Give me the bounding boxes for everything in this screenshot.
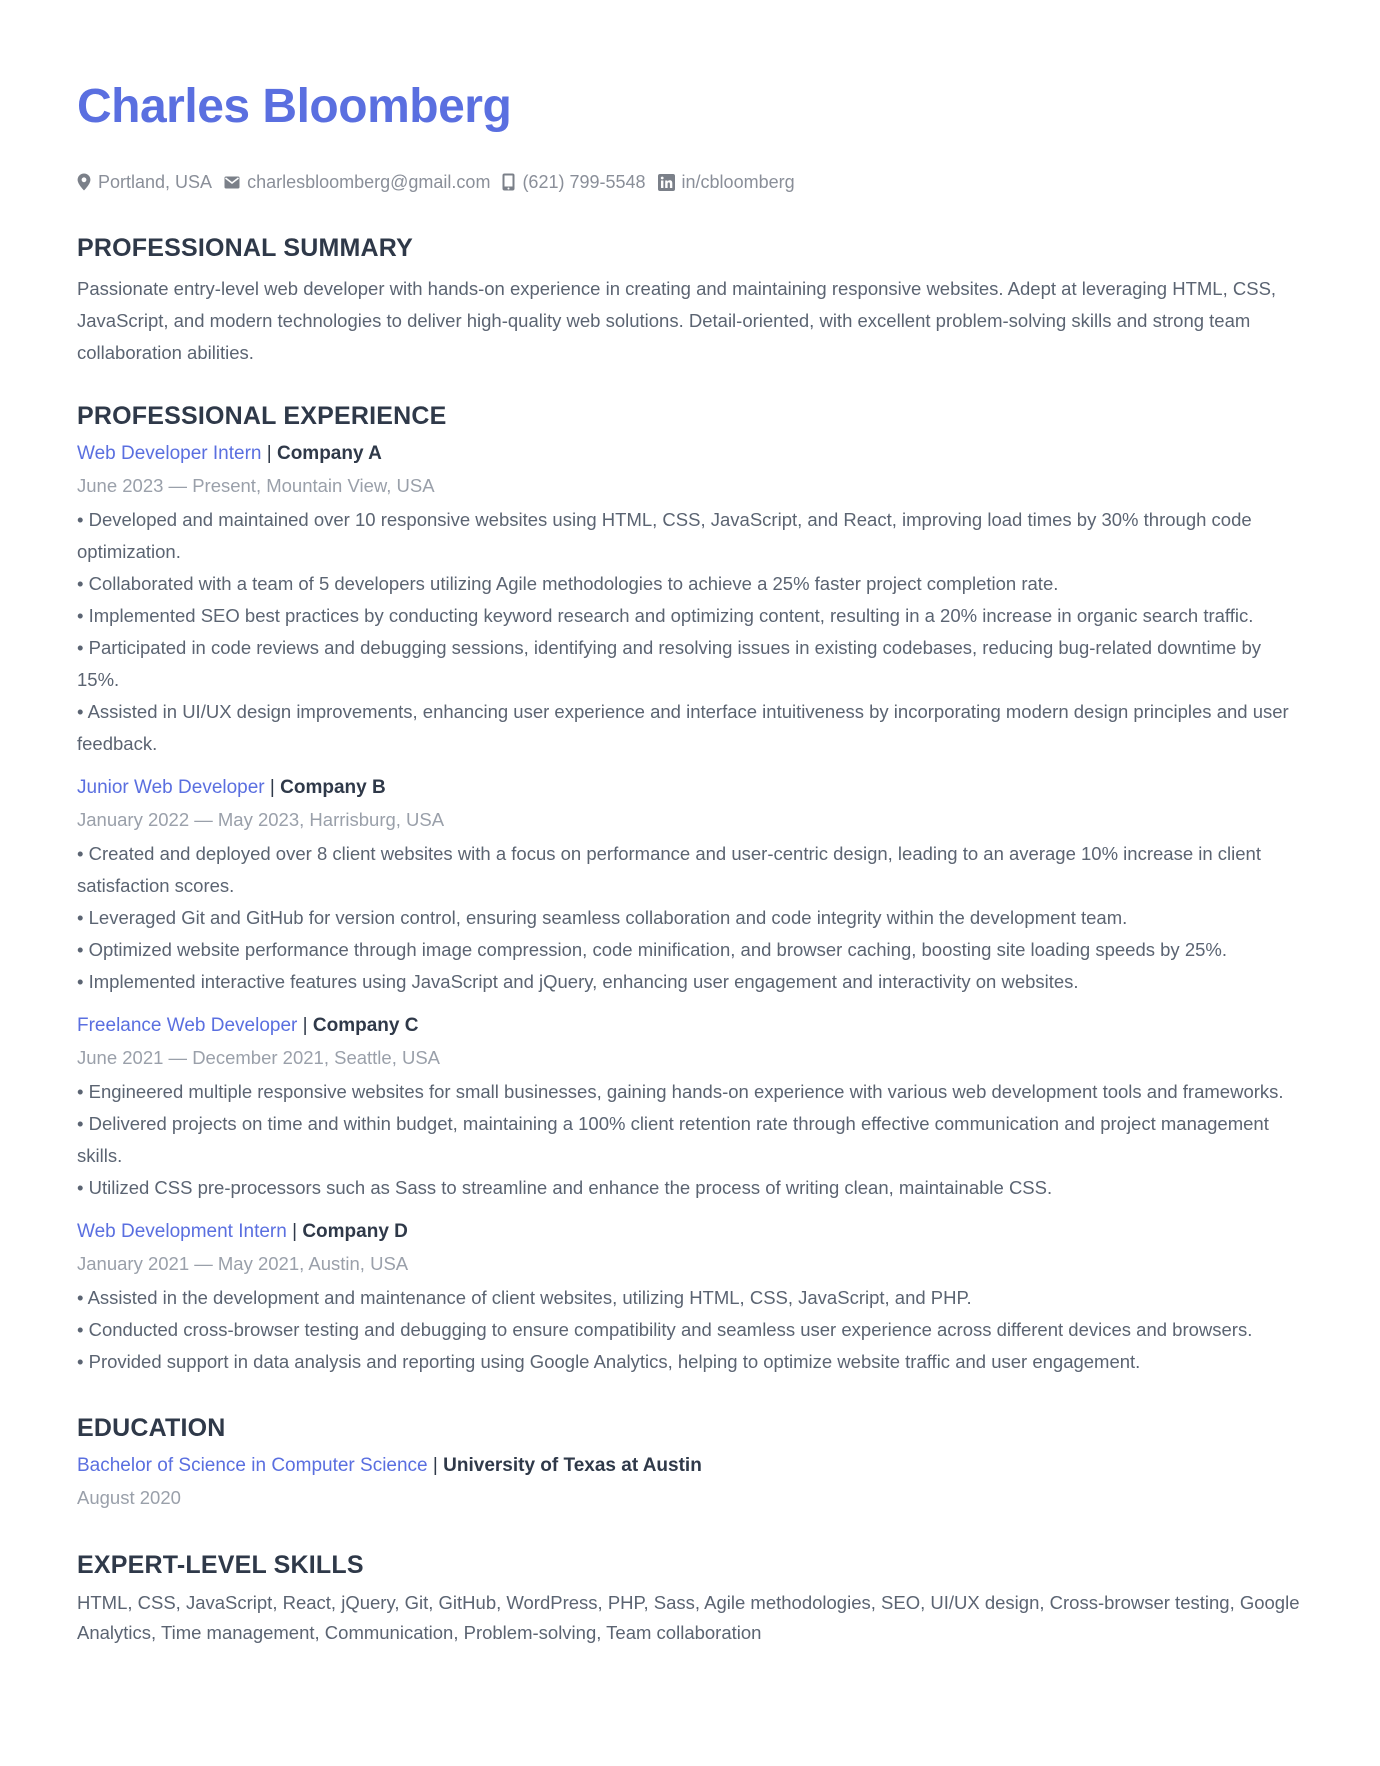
job-header <box>77 1010 1304 1042</box>
job-separator: | <box>297 1015 313 1036</box>
school-name: University of Texas at Austin <box>443 1455 702 1476</box>
job-bullets <box>77 504 1304 760</box>
job-company: Company A <box>276 443 382 464</box>
contact-bar <box>77 170 1304 194</box>
job-header <box>77 438 1304 470</box>
job-bullets <box>77 1282 1304 1378</box>
job-bullet: • Provided support in data analysis and reporting using Google Analytics, helping to optimize website traffic and user engagement. <box>77 1351 1141 1372</box>
job-title: Junior Web Developer <box>77 777 265 798</box>
contact-location <box>77 170 212 194</box>
linkedin-text[interactable]: in/cbloomberg <box>681 172 795 192</box>
job-bullet: • Collaborated with a team of 5 developers utilizing Agile methodologies to achieve a 25% faster project completion rate. <box>77 573 1059 594</box>
summary-heading: PROFESSIONAL SUMMARY <box>77 234 413 262</box>
job-bullet: • Leveraged Git and GitHub for version control, ensuring seamless collaboration and code integrity within the development team. <box>77 907 1128 928</box>
job-entry <box>77 1010 1304 1204</box>
job-bullets <box>77 838 1304 998</box>
job-bullet: • Participated in code reviews and debugging sessions, identifying and resolving issues in existing codebases, reducing bug-related downtime by 15%. <box>77 637 1261 690</box>
job-bullet: • Created and deployed over 8 client websites with a focus on performance and user-centric design, leading to an average 10% increase in client satisfaction scores. <box>77 843 1261 896</box>
job-bullet: • Implemented SEO best practices by conducting keyword research and optimizing content, resulting in a 20% increase in organic search traffic. <box>77 605 1254 626</box>
job-dates-location: June 2021 — December 2021, Seattle, USA <box>77 1047 441 1068</box>
summary-text: Passionate entry-level web developer with hands-on experience in creating and maintaining responsive websites. Adept at leveraging HTML, CSS, JavaScript, and modern technologies to deliver high-quality web solutions. Detail-oriented, with excellent problem-solving skills and strong team collaboration abilities. <box>77 278 1277 363</box>
skills-text: HTML, CSS, JavaScript, React, jQuery, Git, GitHub, WordPress, PHP, Sass, Agile methodologies, SEO, UI/UX design, Cross-browser testing, Google Analytics, Time management, Communication, Problem-solving, Team collaboration <box>77 1592 1300 1643</box>
email-text[interactable]: charlesbloomberg@gmail.com <box>247 172 491 192</box>
phone-text[interactable]: (621) 799-5548 <box>522 172 646 192</box>
job-bullets <box>77 1076 1304 1204</box>
job-company: Company D <box>302 1221 408 1242</box>
job-bullet: • Assisted in the development and maintenance of client websites, utilizing HTML, CSS, JavaScript, and PHP. <box>77 1287 972 1308</box>
job-title: Web Development Intern <box>77 1221 287 1242</box>
education-entry <box>77 1450 1304 1514</box>
education-header <box>77 1450 1304 1482</box>
education-separator: | <box>427 1455 444 1476</box>
job-bullet: • Conducted cross-browser testing and debugging to ensure compatibility and seamless user experience across different devices and browsers. <box>77 1319 1253 1340</box>
job-header <box>77 1216 1304 1248</box>
experience-heading: PROFESSIONAL EXPERIENCE <box>77 402 447 430</box>
location-text: Portland, USA <box>98 172 213 192</box>
job-bullet: • Optimized website performance through image compression, code minification, and browser caching, boosting site loading speeds by 25%. <box>77 939 1227 960</box>
job-separator: | <box>286 1221 303 1242</box>
job-dates-location: January 2021 — May 2021, Austin, USA <box>77 1253 409 1274</box>
job-separator: | <box>264 777 281 798</box>
linkedin-icon <box>658 174 675 191</box>
job-company: Company C <box>312 1015 419 1036</box>
job-separator: | <box>261 443 277 464</box>
job-bullet: • Delivered projects on time and within budget, maintaining a 100% client retention rate through effective communication and project management skills. <box>77 1113 1269 1166</box>
job-bullet: • Assisted in UI/UX design improvements, enhancing user experience and interface intuitiveness by incorporating modern design principles and user feedback. <box>77 701 1289 754</box>
education-heading: EDUCATION <box>77 1414 226 1442</box>
job-bullet: • Engineered multiple responsive websites for small businesses, gaining hands-on experience with various web development tools and frameworks. <box>77 1081 1284 1102</box>
job-entry <box>77 438 1304 760</box>
envelope-icon <box>224 176 240 189</box>
degree-title: Bachelor of Science in Computer Science <box>77 1455 428 1476</box>
job-title: Web Developer Intern <box>77 443 262 464</box>
candidate-name: Charles Bloomberg <box>77 80 512 133</box>
mobile-phone-icon <box>502 173 515 191</box>
job-entry <box>77 772 1304 998</box>
job-bullet: • Implemented interactive features using JavaScript and jQuery, enhancing user engagement and interactivity on websites. <box>77 971 1079 992</box>
contact-linkedin[interactable] <box>658 170 795 194</box>
map-pin-icon <box>77 173 91 191</box>
skills-heading: EXPERT-LEVEL SKILLS <box>77 1551 364 1579</box>
job-company: Company B <box>280 777 386 798</box>
experience-list <box>77 438 1304 1378</box>
job-dates-location: June 2023 — Present, Mountain View, USA <box>77 475 435 496</box>
job-bullet: • Utilized CSS pre-processors such as Sass to streamline and enhance the process of writing clean, maintainable CSS. <box>77 1177 1053 1198</box>
job-entry <box>77 1216 1304 1378</box>
education-date: August 2020 <box>77 1487 181 1508</box>
job-bullet: • Developed and maintained over 10 responsive websites using HTML, CSS, JavaScript, and React, improving load times by 30% through code optimization. <box>77 509 1252 562</box>
contact-email[interactable] <box>224 170 490 194</box>
job-title: Freelance Web Developer <box>77 1015 298 1036</box>
job-header <box>77 772 1304 804</box>
job-dates-location: January 2022 — May 2023, Harrisburg, USA <box>77 809 445 830</box>
contact-phone[interactable] <box>502 170 645 194</box>
